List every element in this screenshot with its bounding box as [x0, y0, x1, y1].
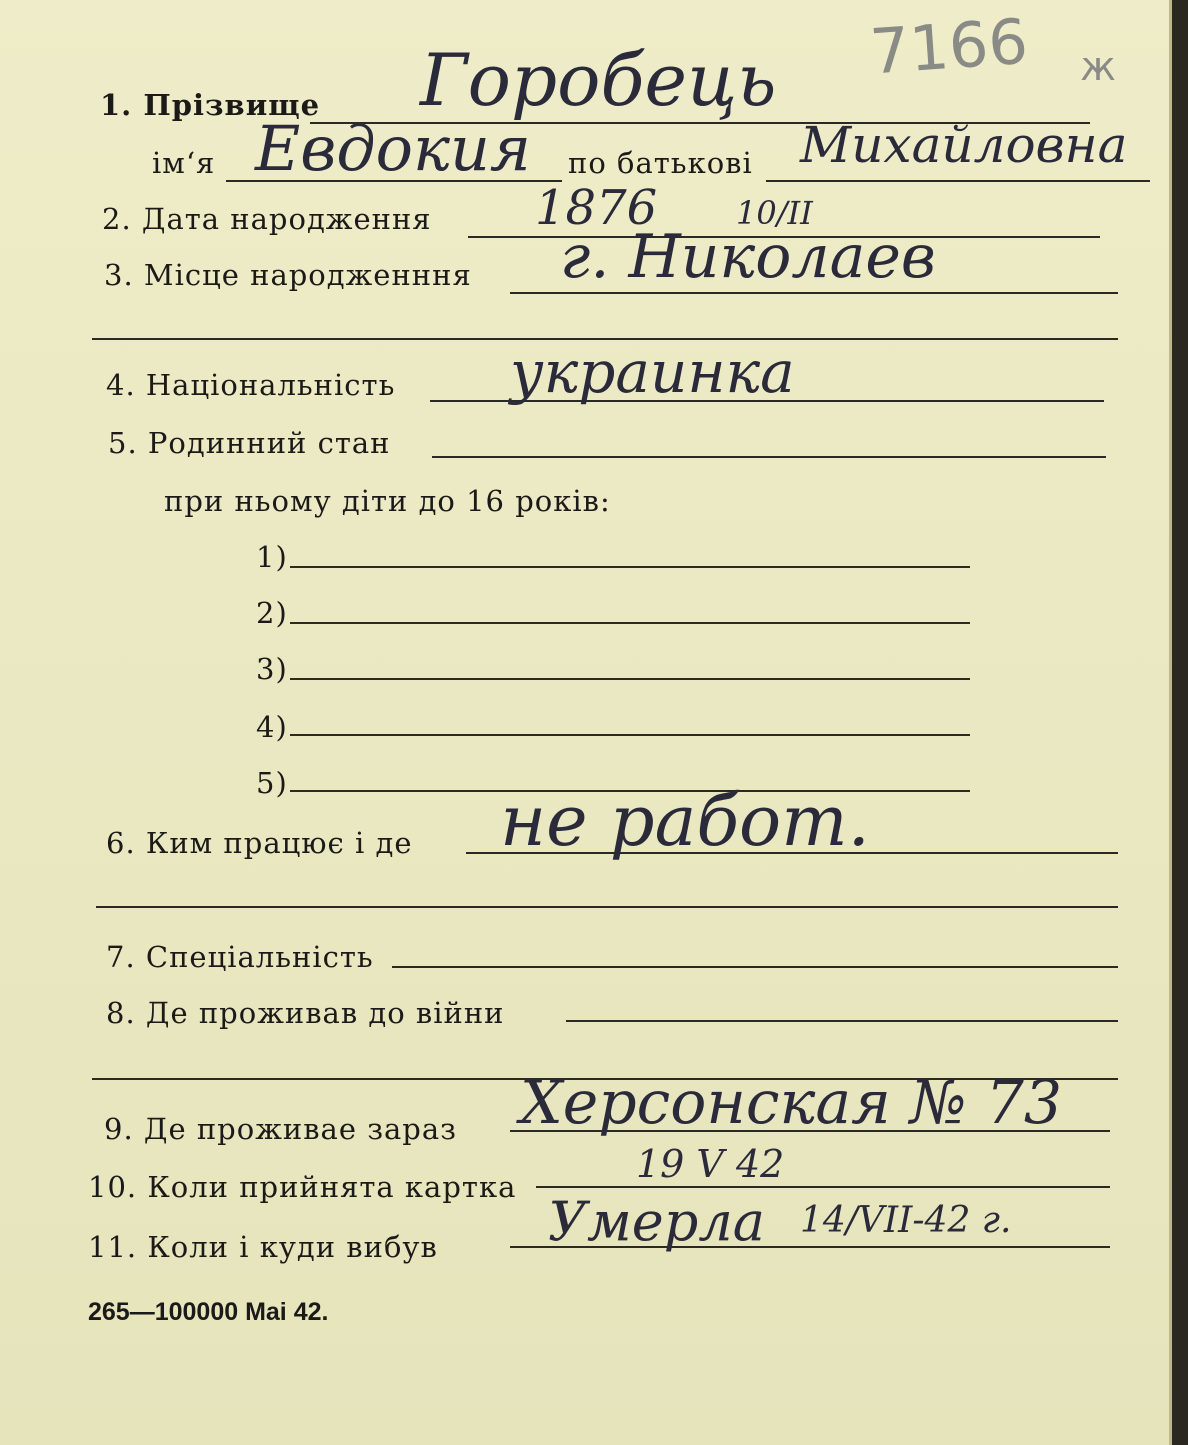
- marital-status-label: 5. Родинний стан: [108, 426, 391, 460]
- occupation-value: не работ.: [500, 780, 870, 862]
- prewar-residence-label: 8. Де проживав до війни: [106, 996, 505, 1030]
- child-1-label: 1): [256, 540, 288, 574]
- child-4-label: 4): [256, 710, 288, 744]
- patronymic-label: по батькові: [568, 146, 753, 180]
- current-residence-value: Херсонская № 73: [520, 1068, 1063, 1138]
- card-accepted-value: 19 V 42: [636, 1142, 785, 1186]
- birth-place-value: г. Николаев: [560, 222, 936, 292]
- nationality-label: 4. Національність: [106, 368, 396, 402]
- current-residence-label: 9. Де проживае зараз: [104, 1112, 457, 1146]
- occupation-label: 6. Ким працює і де: [106, 826, 413, 860]
- child-4-line: [290, 734, 970, 736]
- children-label: при ньому діти до 16 років:: [164, 484, 611, 518]
- nationality-value: украинка: [510, 338, 795, 406]
- birth-place-label: 3. Місце народженння: [104, 258, 472, 292]
- occupation-line-2: [96, 906, 1118, 908]
- specialty-line: [392, 966, 1118, 968]
- marital-status-line: [432, 456, 1106, 458]
- archive-number: 7166: [867, 4, 1031, 89]
- child-3-label: 3): [256, 652, 288, 686]
- birth-date-extra: 10/II: [736, 194, 813, 232]
- patronymic-value: Михайловна: [800, 116, 1128, 174]
- prewar-residence-line: [566, 1020, 1118, 1022]
- card-accepted-label: 10. Коли прийнята картка: [88, 1170, 517, 1204]
- child-5-label: 5): [256, 766, 288, 800]
- first-name-label: ім‘я: [152, 146, 216, 180]
- child-3-line: [290, 678, 970, 680]
- specialty-label: 7. Спеціальність: [106, 940, 374, 974]
- birth-date-label: 2. Дата народження: [102, 202, 432, 236]
- print-code: 265—100000 Mai 42.: [88, 1298, 329, 1326]
- child-1-line: [290, 566, 970, 568]
- patronymic-line: [766, 180, 1150, 182]
- surname-label: 1. Прізвище: [100, 88, 321, 122]
- card-accepted-line: [536, 1186, 1110, 1188]
- departure-extra: 14/VII-42 г.: [800, 1200, 1012, 1241]
- first-name-value: Евдокия: [255, 112, 531, 185]
- departure-value: Умерла: [548, 1190, 765, 1253]
- birth-place-line: [510, 292, 1118, 294]
- child-2-line: [290, 622, 970, 624]
- birth-date-value: 1876: [535, 180, 658, 236]
- child-2-label: 2): [256, 596, 288, 630]
- departure-label: 11. Коли і куди вибув: [88, 1230, 438, 1264]
- surname-value: Горобець: [420, 38, 777, 122]
- archive-number-suffix: ж: [1080, 44, 1117, 90]
